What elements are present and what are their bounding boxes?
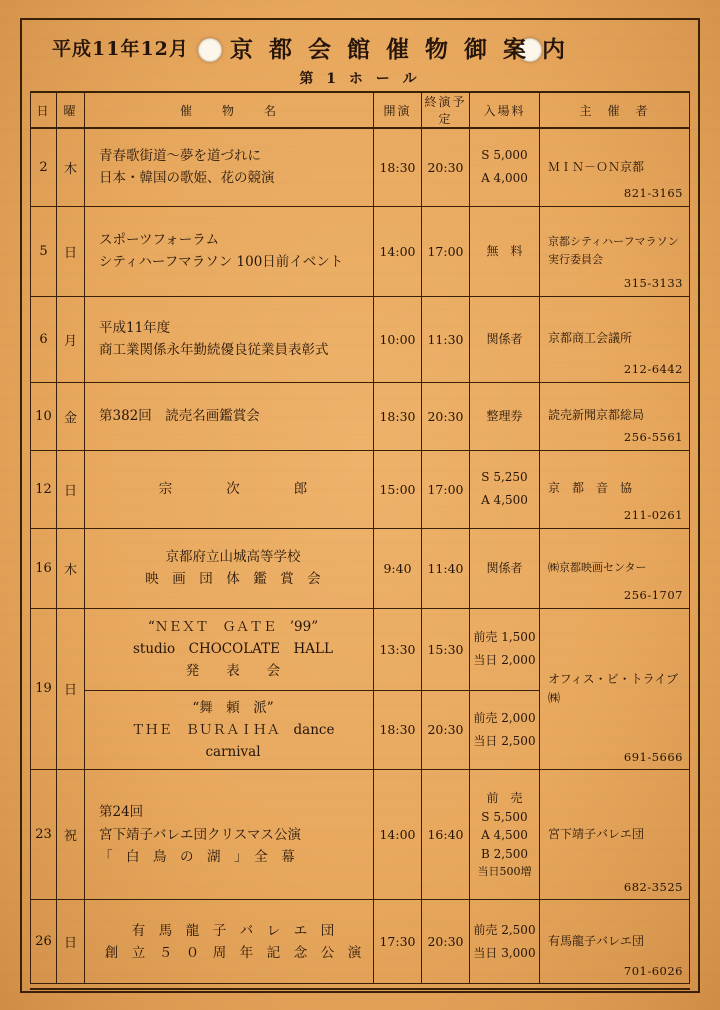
fee-line: B 2,500 [481, 846, 528, 861]
cell-weekday: 木 [57, 528, 85, 608]
cell-fee [470, 608, 540, 690]
cell-day: 6 [31, 296, 57, 382]
table-row [31, 608, 690, 690]
cell-day: 26 [31, 900, 57, 984]
cell-end-time: 17:00 [422, 206, 470, 296]
organizer-phone: 256-1707 [623, 588, 683, 603]
cell-open-time: 10:00 [374, 296, 422, 382]
cell-end-time: 15:30 [422, 608, 470, 690]
cell-event-name [85, 128, 374, 206]
cell-event-name [85, 382, 374, 450]
cell-end-time: 20:30 [422, 900, 470, 984]
cell-day: 5 [31, 206, 57, 296]
event-line: 発 表 会 [185, 663, 281, 680]
event-line: 平成11年度 [99, 319, 171, 336]
organizer-phone: 315-3133 [623, 276, 683, 291]
sheet-header [30, 26, 690, 72]
event-line: 映 画 団 体 鑑 賞 会 [145, 571, 321, 587]
cell-end-time: 17:00 [422, 450, 470, 528]
event-line: 青春歌街道～夢を道づれに [99, 147, 261, 164]
cell-open-time: 14:00 [374, 770, 422, 900]
organizer-name: 京都商工会議所 [548, 331, 633, 346]
fee-line: 当日 2,000 [473, 653, 536, 667]
table-row [31, 128, 690, 206]
cell-fee [470, 528, 540, 608]
cell-fee [470, 128, 540, 206]
col-admission-fee: 入場料 [470, 92, 540, 128]
event-schedule-table [30, 91, 690, 984]
fee-line: 当日 3,000 [473, 945, 536, 960]
table-row [31, 450, 690, 528]
fee-line: A 4,000 [481, 171, 528, 186]
fee-line: A 4,500 [481, 828, 528, 843]
cell-weekday: 日 [57, 206, 85, 296]
cell-event-name [85, 770, 374, 900]
event-line: 第382回 読売名画鑑賞会 [99, 407, 260, 424]
col-end-time: 終演予定 [422, 92, 470, 128]
cell-event-name [85, 608, 374, 690]
cell-end-time: 20:30 [422, 128, 470, 206]
fee-line: S 5,000 [481, 148, 528, 163]
organizer-name: 読売新聞京都総局 [548, 408, 645, 423]
organizer-name: ＭＩＮ－ＯＮ京都 [548, 159, 645, 174]
cell-event-name [85, 900, 374, 984]
program-sheet [20, 18, 700, 993]
cell-event-name [85, 206, 374, 296]
cell-fee [470, 296, 540, 382]
fee-line: 前売 2,000 [473, 711, 536, 726]
cell-event-name [85, 296, 374, 382]
fee-line: 関係者 [486, 331, 523, 346]
cell-open-time: 18:30 [374, 690, 422, 770]
organizer-phone: 701-6026 [623, 963, 683, 978]
cell-event-name [85, 690, 374, 770]
cell-day: 16 [31, 528, 57, 608]
table-bottom-rule [30, 988, 690, 990]
event-line: 日本・韓国の歌姫、花の競演 [99, 170, 275, 187]
event-line: 創 立 ５ ０ 周 年 記 念 公 演 [104, 944, 362, 961]
fee-line: 無 料 [486, 243, 523, 258]
fee-line: 前売 2,500 [473, 923, 536, 937]
fee-line: S 5,250 [481, 470, 528, 485]
organizer-phone: 821-3165 [623, 186, 683, 201]
cell-organizer [540, 900, 690, 984]
fee-line: 当日500増 [477, 865, 532, 879]
fee-line: 当日 2,500 [473, 733, 536, 748]
cell-weekday: 日 [57, 608, 85, 770]
col-organizer: 主 催 者 [540, 92, 690, 128]
organizer-phone: 256-5561 [623, 430, 683, 445]
cell-open-time: 14:00 [374, 206, 422, 296]
organizer-phone: 682-3525 [623, 879, 683, 894]
cell-open-time: 13:30 [374, 608, 422, 690]
organizer-name: 京 都 音 協 [548, 481, 633, 496]
cell-open-time: 18:30 [374, 382, 422, 450]
cell-weekday: 木 [57, 128, 85, 206]
event-line: 宮下靖子バレエ団クリスマス公演 [99, 826, 301, 843]
cell-organizer [540, 528, 690, 608]
organizer-name: ㈱京都映画センター [548, 561, 647, 575]
cell-organizer [540, 450, 690, 528]
col-open-time: 開演 [374, 92, 422, 128]
fee-line: A 4,500 [481, 493, 528, 507]
page-title: 京 都 会 館 催 物 御 案 内 [230, 36, 570, 63]
cell-fee [470, 382, 540, 450]
organizer-name: オフィス・ビ・トライブ㈱ [548, 671, 678, 705]
organizer-phone: 691-5666 [623, 749, 683, 764]
event-line: 京都府立山城高等学校 [165, 548, 301, 565]
cell-day: 23 [31, 770, 57, 900]
fee-line: 前 売 [486, 791, 523, 806]
event-line: “ＮＥＸＴ ＧＡＴＥ ’99” [147, 618, 319, 635]
event-line: 有 馬 龍 子 バ レ エ 団 [131, 922, 335, 939]
header-date: 平成11年12月 [52, 38, 189, 60]
table-header-row [31, 92, 690, 128]
event-line: スポーツフォーラム [99, 231, 220, 248]
cell-organizer [540, 296, 690, 382]
fee-line: 関係者 [486, 560, 523, 575]
cell-end-time: 20:30 [422, 382, 470, 450]
event-line: 「 白 鳥 の 湖 」 全 幕 [99, 848, 295, 865]
table-row [31, 296, 690, 382]
cell-end-time: 11:30 [422, 296, 470, 382]
fee-line: S 5,500 [481, 809, 528, 824]
cell-end-time: 11:40 [422, 528, 470, 608]
cell-open-time: 18:30 [374, 128, 422, 206]
table-row [31, 382, 690, 450]
cell-fee [470, 770, 540, 900]
cell-event-name [85, 528, 374, 608]
cell-fee [470, 690, 540, 770]
event-line: ＴＨＥ ＢＵＲＡＩＨＡ dance carnival [131, 721, 348, 761]
cell-day: 12 [31, 450, 57, 528]
organizer-phone: 211-0261 [623, 508, 683, 523]
punch-hole-left [198, 38, 222, 62]
table-row [31, 900, 690, 984]
fee-line: 前売 1,500 [473, 630, 536, 645]
cell-end-time: 16:40 [422, 770, 470, 900]
cell-event-name [85, 450, 374, 528]
cell-weekday: 祝 [57, 770, 85, 900]
cell-fee [470, 450, 540, 528]
cell-day: 19 [31, 608, 57, 770]
organizer-phone: 212-6442 [623, 362, 683, 377]
cell-weekday: 月 [57, 296, 85, 382]
table-row [31, 206, 690, 296]
organizer-name: 京都シティハーフマラソン実行委員会 [548, 235, 679, 266]
col-day: 日 [31, 92, 57, 128]
cell-organizer [540, 382, 690, 450]
cell-weekday: 日 [57, 450, 85, 528]
col-weekday: 曜 [57, 92, 85, 128]
cell-day: 2 [31, 128, 57, 206]
cell-open-time: 9:40 [374, 528, 422, 608]
cell-organizer [540, 770, 690, 900]
cell-fee [470, 900, 540, 984]
organizer-name: 有馬龍子バレエ団 [548, 934, 645, 949]
event-line: 宗 次 郎 [158, 480, 308, 497]
hall-label: 第 1 ホ ー ル [299, 71, 421, 87]
table-row [31, 528, 690, 608]
event-line: studio CHOCOLATE HALL [133, 640, 333, 657]
fee-line: 整理券 [486, 408, 523, 423]
organizer-name: 宮下靖子バレエ団 [548, 827, 645, 842]
cell-day: 10 [31, 382, 57, 450]
cell-fee [470, 206, 540, 296]
table-row [31, 770, 690, 900]
cell-open-time: 17:30 [374, 900, 422, 984]
event-line: 第24回 [99, 804, 144, 821]
cell-weekday: 金 [57, 382, 85, 450]
cell-end-time: 20:30 [422, 690, 470, 770]
event-line: 商工業関係永年勤続優良従業員表彰式 [99, 342, 329, 358]
event-line: “舞 頼 派” [192, 699, 274, 716]
cell-open-time: 15:00 [374, 450, 422, 528]
cell-organizer [540, 128, 690, 206]
cell-organizer [540, 608, 690, 770]
event-line: シティハーフマラソン 100日前イベント [99, 254, 344, 270]
cell-weekday: 日 [57, 900, 85, 984]
col-event-name: 催 物 名 [85, 92, 374, 128]
cell-organizer [540, 206, 690, 296]
